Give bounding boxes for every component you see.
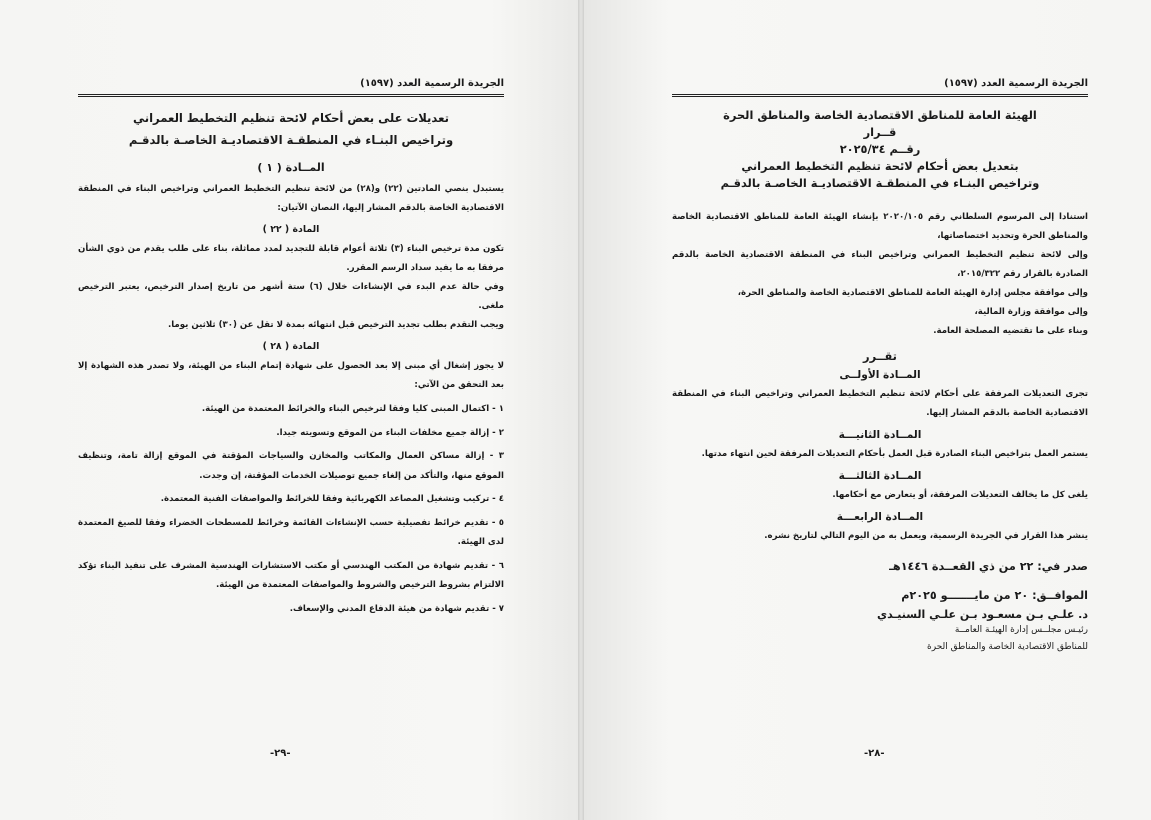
preamble-para: استنادا إلى المرسوم السلطاني رقم ٢٠٢٠/١٠٥ بإنشاء الهيئة العامة للمناطق الاقتصادية الخاصة والمناطق الحرة وتحديد اختصاصاتها، <box>672 212 1088 241</box>
article-heading: المــادة الرابعـــة <box>836 511 924 523</box>
article-28-item: ١ - اكتمال المبنى كليا وفقا لترخيص البناء والخرائط المعتمدة من الهيئة. <box>201 404 504 414</box>
decides-heading: تقــرر <box>863 349 897 363</box>
header-rule <box>78 96 504 97</box>
article-28-item: ٧ - تقديم شهادة من هيئة الدفاع المدني والإسعاف. <box>289 603 504 614</box>
issue-date-gregorian: الموافــق: ٢٠ من مايـــــــو ٢٠٢٥م <box>901 589 1088 602</box>
decision-number: رقــم ٢٠٢٥/٣٤ <box>839 142 921 156</box>
decision-subject-line-1: بتعديل بعض أحكام لائحة تنظيم التخطيط العمراني <box>741 159 1019 173</box>
article-22-para: تكون مدة ترخيص البناء (٣) ثلاثة أعوام قابلة للتجديد لمدد مماثلة، بناء على طلب يقدم من ذوي الشأن مرفقا به ما يفيد سداد الرسم المقرر. <box>78 244 504 273</box>
signatory-role: رئيـس مجلــس إدارة الهيئـة العامــة <box>954 625 1088 635</box>
article-28-item: ٣ - إزالة مساكن العمال والمكاتب والمخازن والسياجات المؤقتة في الموقع إزالة تامة، وتنظيف الموقع منها، والتأكد من إلغاء جميع توصيلات الخدمات المؤقتة، إن وجدت. <box>78 451 504 481</box>
decision-subject-line-2: وتراخيص البنـاء في المنطقـة الاقتصاديـة الخاصـة بالدقـم <box>720 176 1040 190</box>
signatory-name: د. علـي بـن مسعـود بـن علـي السنيـدي <box>877 608 1088 621</box>
amendments-title-line-2: وتراخيص البنـاء في المنطقـة الاقتصاديـة الخاصـة بالدقـم <box>128 133 454 147</box>
article-28-item: ٢ - إزالة جميع مخلفات البناء من الموقع وتسويته جيدا. <box>276 427 504 438</box>
page-number: -٢٨- <box>864 748 885 759</box>
article-heading: المــادة الثانيـــة <box>838 429 922 441</box>
article-28-intro: لا يجوز إشغال أي مبنى إلا بعد الحصول على شهادة إتمام البناء من الهيئة، ولا تصدر هذه الشهادة إلا بعد التحقق من الآتي: <box>78 361 504 390</box>
article-text: ينشر هذا القرار في الجريدة الرسمية، ويعمل به من اليوم التالي لتاريخ نشره. <box>764 531 1088 541</box>
article-22-para: ويجب التقدم بطلب تجديد الترخيص قبل انتهائه بمدة لا تقل عن (٣٠) ثلاثين يوما. <box>167 320 504 330</box>
page-28-content <box>672 78 1088 655</box>
article-text: يلغى كل ما يخالف التعديلات المرفقة، أو يتعارض مع أحكامها. <box>832 490 1088 500</box>
article-28-item: ٥ - تقديم خرائط تفصيلية حسب الإنشاءات القائمة وخرائط للمسطحات الخضراء وفقا للصيغ المعتمدة لدى الهيئة. <box>78 517 504 547</box>
preamble-para: وإلى موافقة مجلس إدارة الهيئة العامة للمناطق الاقتصادية الخاصة والمناطق الحرة، <box>737 288 1088 298</box>
running-header: الجريدة الرسمية العدد (١٥٩٧) <box>672 78 1088 95</box>
article-22-heading: المادة ( ٢٢ ) <box>262 224 320 235</box>
header-rule <box>672 96 1088 97</box>
page-29-content <box>78 78 504 623</box>
preamble-para: وإلى موافقة وزارة المالية، <box>974 307 1088 317</box>
article-22-para: وفي حالة عدم البدء في الإنشاءات خلال (٦) ستة أشهر من تاريخ إصدار الترخيص، يعتبر الترخيص ملغى. <box>78 282 504 311</box>
article-1-text: يستبدل بنصي المادتين (٢٢) و(٢٨) من لائحة تنظيم التخطيط العمراني وتراخيص البناء في المنطقة الاقتصادية الخاصة بالدقم المشار إليها، النصان الآتيان: <box>78 184 504 213</box>
issue-date-hijri: صدر في: ٢٢ من ذي القعــدة ١٤٤٦هـ <box>889 560 1088 573</box>
article-28-item: ٤ - تركيب وتشغيل المصاعد الكهربائية وفقا للخرائط والمواصفات الفنية المعتمدة. <box>160 494 504 504</box>
amendments-title-line-1: تعديلات على بعض أحكام لائحة تنظيم التخطيط العمراني <box>132 111 450 125</box>
authority-name: الهيئة العامة للمناطق الاقتصادية الخاصة والمناطق الحرة <box>723 108 1037 122</box>
running-header: الجريدة الرسمية العدد (١٥٩٧) <box>78 78 504 95</box>
page-28 <box>584 0 1151 820</box>
preamble-para: وإلى لائحة تنظيم التخطيط العمراني وتراخيص البناء في المنطقة الاقتصادية الخاصة بالدقم الصادرة بالقرار رقم ٢٠١٥/٣٢٢، <box>672 250 1088 279</box>
article-heading: المــادة الثالثـــة <box>838 470 922 482</box>
article-text: يستمر العمل بتراخيص البناء الصادرة قبل العمل بأحكام التعديلات المرفقة لحين انتهاء مدتها. <box>701 449 1088 459</box>
article-heading: المــادة الأولــى <box>839 369 921 381</box>
article-1-heading: المــادة ( ١ ) <box>257 161 325 174</box>
decision-word: قــرار <box>863 125 897 139</box>
article-28-item: ٦ - تقديم شهادة من المكتب الهندسي أو مكتب الاستشارات الهندسية المشرف على تنفيذ البناء تؤكد الالتزام بشروط الترخيص والشروط والمواصفات المعتمدة من الهيئة. <box>78 560 504 590</box>
article-28-heading: المادة ( ٢٨ ) <box>262 341 320 352</box>
article-text: تجرى التعديلات المرفقة على أحكام لائحة تنظيم التخطيط العمراني وتراخيص البناء في المنطقة الاقتصادية الخاصة بالدقم المشار إليها. <box>672 389 1088 418</box>
page-number: -٢٩- <box>270 748 291 759</box>
signatory-role: للمناطق الاقتصادية الخاصة والمناطق الحرة <box>927 642 1088 652</box>
preamble-para: وبناء على ما تقتضيه المصلحة العامة. <box>933 326 1088 336</box>
